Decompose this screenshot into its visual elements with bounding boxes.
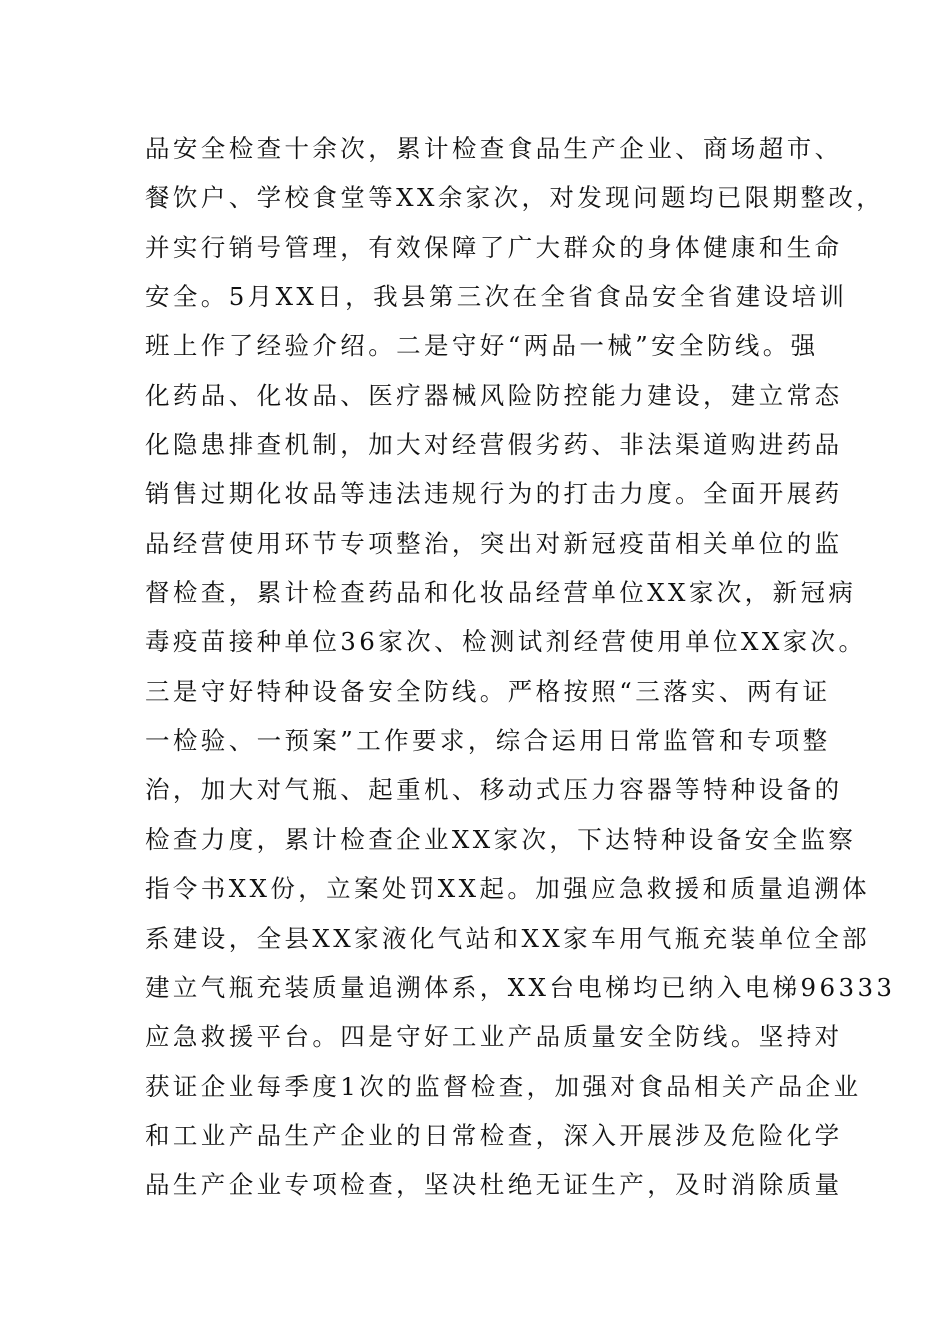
text-line-2: 餐饮户、学校食堂等XX余家次，对发现问题均已限期整改， [145, 183, 885, 213]
text-line-14: 治，加大对气瓶、起重机、移动式压力容器等特种设备的 [145, 775, 843, 805]
text-line-10: 督检查，累计检查药品和化妆品经营单位XX家次，新冠病 [145, 578, 857, 608]
body-text [145, 124, 896, 1210]
text-line-12: 三是守好特种设备安全防线。严格按照“三落实、两有证 [145, 676, 831, 706]
text-line-5: 班上作了经验介绍。二是守好“两品一械”安全防线。强 [145, 331, 819, 361]
text-line-11: 毒疫苗接种单位36家次、检测试剂经营使用单位XX家次。 [145, 627, 867, 657]
text-line-20: 获证企业每季度1次的监督检查，加强对食品相关产品企业 [145, 1071, 862, 1101]
text-line-21: 和工业产品生产企业的日常检查，深入开展涉及危险化学 [145, 1120, 843, 1150]
text-line-18: 建立气瓶充装质量追溯体系，XX台电梯均已纳入电梯96333 [145, 972, 896, 1002]
text-line-13: 一检验、一预案”工作要求，综合运用日常监管和专项整 [145, 726, 831, 756]
text-line-9: 品经营使用环节专项整治，突出对新冠疫苗相关单位的监 [145, 528, 843, 558]
text-line-8: 销售过期化妆品等违法违规行为的打击力度。全面开展药 [145, 479, 843, 509]
text-line-6: 化药品、化妆品、医疗器械风险防控能力建设，建立常态 [145, 380, 843, 410]
text-line-17: 系建设，全县XX家液化气站和XX家车用气瓶充装单位全部 [145, 923, 871, 953]
text-line-15: 检查力度，累计检查企业XX家次，下达特种设备安全监察 [145, 824, 857, 854]
text-line-4: 安全。5月XX日，我县第三次在全省食品安全省建设培训 [145, 282, 848, 312]
text-line-3: 并实行销号管理，有效保障了广大群众的身体健康和生命 [145, 232, 843, 262]
text-line-16: 指令书XX份，立案处罚XX起。加强应急救援和质量追溯体 [145, 874, 871, 904]
text-line-22: 品生产企业专项检查，坚决杜绝无证生产，及时消除质量 [145, 1170, 843, 1200]
text-line-19: 应急救援平台。四是守好工业产品质量安全防线。坚持对 [145, 1022, 843, 1052]
text-line-7: 化隐患排查机制，加大对经营假劣药、非法渠道购进药品 [145, 430, 843, 460]
text-line-1: 品安全检查十余次，累计检查食品生产企业、商场超市、 [145, 134, 843, 163]
